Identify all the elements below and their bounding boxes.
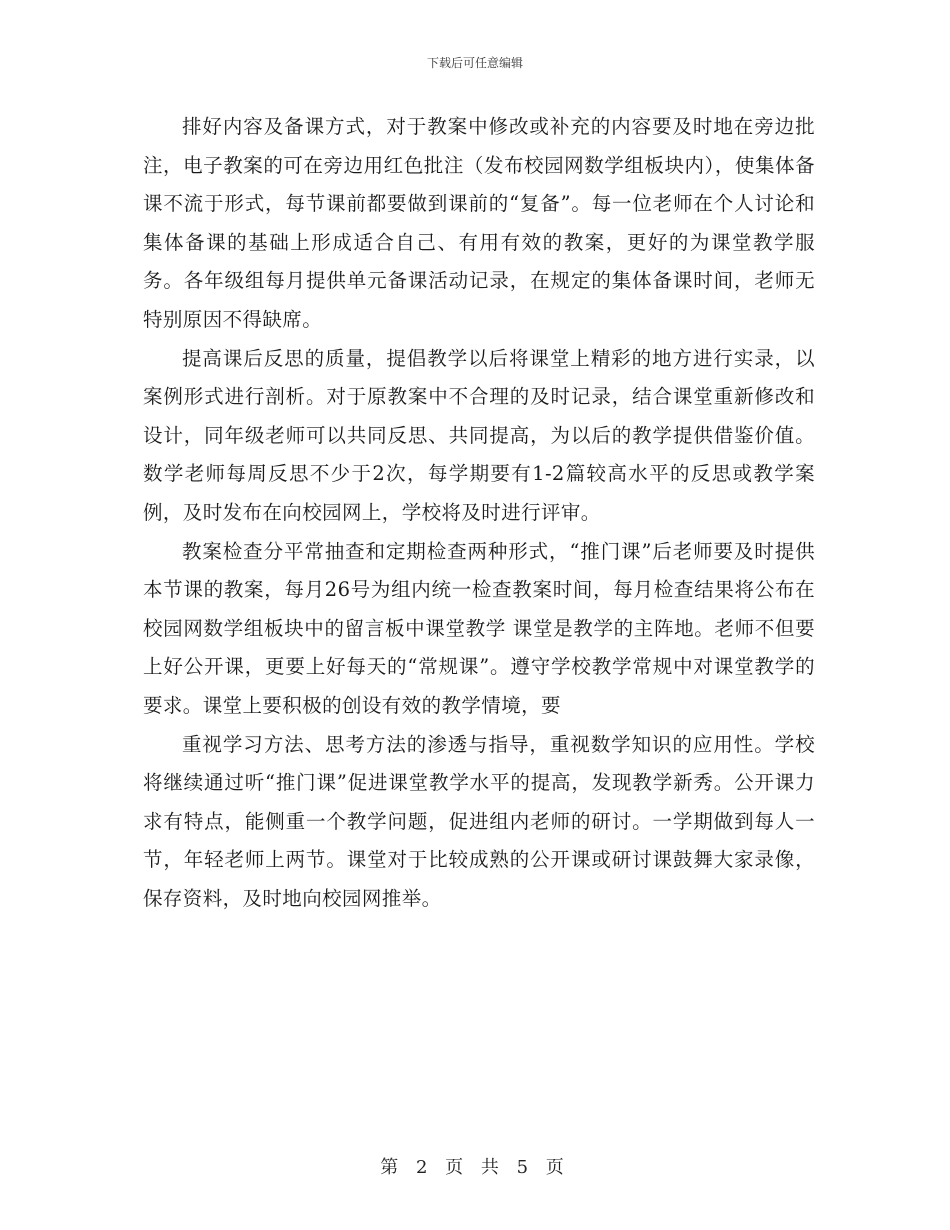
page-number: 第 2 页 共 5 页	[380, 1157, 570, 1178]
paragraph-reflection: 提高课后反思的质量，提倡教学以后将课堂上精彩的地方进行实录，以案例形式进行剖析。对于原教案中不合理的及时记录，结合课堂重新修改和设计，同年级老师可以共同反思、共同提高，为以后的教学提供借鉴价值。数学老师每周反思不少于2次，每学期要有1-2篇较高水平的反思或教学案例，及时发布在向校园网上，学校将及时进行评审。	[143, 346, 815, 524]
paragraph-lesson-prep: 排好内容及备课方式，对于教案中修改或补充的内容要及时地在旁边批注，电子教案的可在旁边用红色批注（发布校园网数学组板块内），使集体备课不流于形式，每节课前都要做到课前的“复备”。每一位老师在个人讨论和集体备课的基础上形成适合自己、有用有效的教案，更好的为课堂教学服务。各年级组每月提供单元备课活动记录，在规定的集体备课时间，老师无特别原因不得缺席。	[143, 115, 815, 331]
page-header-note: 下载后可任意编辑	[426, 56, 523, 70]
document-body	[143, 108, 815, 918]
paragraph-plan-check: 教案检查分平常抽查和定期检查两种形式，“推门课”后老师要及时提供本节课的教案，每月26号为组内统一检查教案时间，每月检查结果将公布在校园网数学组板块中的留言板中课堂教学 课堂是教学的主阵地。老师不但要上好公开课，更要上好每天的“常规课”。遵守学校教学常规中对课堂教学的要求。课堂上要积极的创设有效的教学情境，要	[143, 539, 815, 717]
paragraph-methods: 重视学习方法、思考方法的渗透与指导，重视数学知识的应用性。学校将继续通过听“推门课”促进课堂教学水平的提高，发现教学新秀。公开课力求有特点，能侧重一个教学问题，促进组内老师的研讨。一学期做到每人一节，年轻老师上两节。课堂对于比较成熟的公开课或研讨课鼓舞大家录像，保存资料，及时地向校园网推举。	[143, 732, 815, 910]
